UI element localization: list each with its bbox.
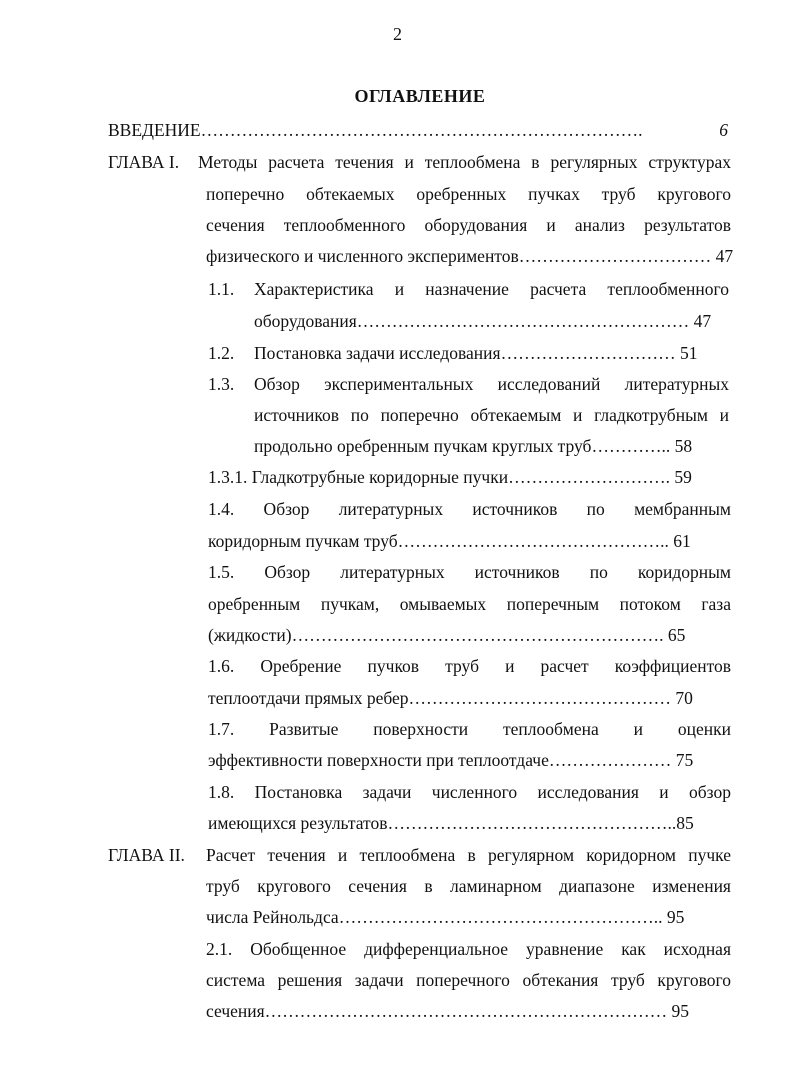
section-number: 1.3.	[208, 374, 235, 394]
section-title-line: источников по поперечно обтекаемым и гладкотрубным и	[254, 405, 729, 425]
toc-entry-label: ВВЕДЕНИЕ………………………………………………………………….	[108, 120, 643, 140]
section-title-line: 2.1. Обобщенное дифференциальное уравнение как исходная	[206, 939, 731, 959]
chapter-title-line: физического и численного экспериментов…………………………… 47	[206, 246, 734, 266]
section-title-line: оборудования………………………………………………… 47	[254, 311, 712, 331]
page-number: 2	[393, 24, 402, 44]
section-title-line: система решения задачи поперечного обтекания труб кругового	[206, 970, 731, 990]
section-title-line: 1.8. Постановка задачи численного исследования и обзор	[208, 782, 731, 802]
chapter-title-line: поперечно обтекаемых оребренных пучках труб кругового	[206, 184, 731, 204]
toc-entry-page: 6	[719, 120, 728, 140]
toc-entry-introduction[interactable]	[108, 114, 728, 146]
section-number: 1.1.	[208, 279, 235, 299]
chapter-title-line: числа Рейнольдса……………………………………………….. 95	[206, 907, 685, 927]
section-number: 1.2.	[208, 343, 235, 363]
section-title-line: Постановка задачи исследования………………………… 51	[254, 343, 698, 363]
section-title-line: 1.4. Обзор литературных источников по мембранным	[208, 499, 731, 519]
toc-title: ОГЛАВЛЕНИЕ	[354, 86, 486, 106]
chapter-title-line: сечения теплообменного оборудования и анализ результатов	[206, 215, 731, 235]
chapter-title-line: Расчет течения и теплообмена в регулярном коридорном пучке	[206, 845, 731, 865]
section-title-line: сечения…………………………………………………………… 95	[206, 1001, 690, 1021]
chapter-label: ГЛАВА II.	[108, 845, 185, 865]
section-title-line: продольно оребренным пучкам круглых труб………….. 58	[254, 436, 693, 456]
section-title-line: оребренным пучкам, омываемых поперечным потоком газа	[208, 594, 731, 614]
chapter-title-line: труб кругового сечения в ламинарном диапазоне изменения	[206, 876, 731, 896]
section-title-line: теплоотдачи прямых ребер……………………………………… 70	[208, 688, 693, 708]
section-title-line: эффективности поверхности при теплоотдаче………………… 75	[208, 750, 694, 770]
section-title-line: 1.5. Обзор литературных источников по коридорным	[208, 562, 731, 582]
section-title-line: (жидкости)………………………………………………………. 65	[208, 625, 686, 645]
section-title-line: 1.6. Оребрение пучков труб и расчет коэффициентов	[208, 656, 731, 676]
section-title-line: 1.3.1. Гладкотрубные коридорные пучки………………………. 59	[208, 467, 692, 487]
section-title-line: Обзор экспериментальных исследований литературных	[254, 374, 729, 394]
section-title-line: 1.7. Развитые поверхности теплообмена и оценки	[208, 719, 731, 739]
chapter-title-line: Методы расчета течения и теплообмена в регулярных структурах	[198, 152, 731, 172]
section-title-line: коридорным пучкам труб……………………………………….. 61	[208, 531, 691, 551]
chapter-label: ГЛАВА I.	[108, 152, 180, 172]
section-title-line: имеющихся результатов…………………………………………..85	[208, 813, 694, 833]
section-title-line: Характеристика и назначение расчета теплообменного	[254, 279, 729, 299]
